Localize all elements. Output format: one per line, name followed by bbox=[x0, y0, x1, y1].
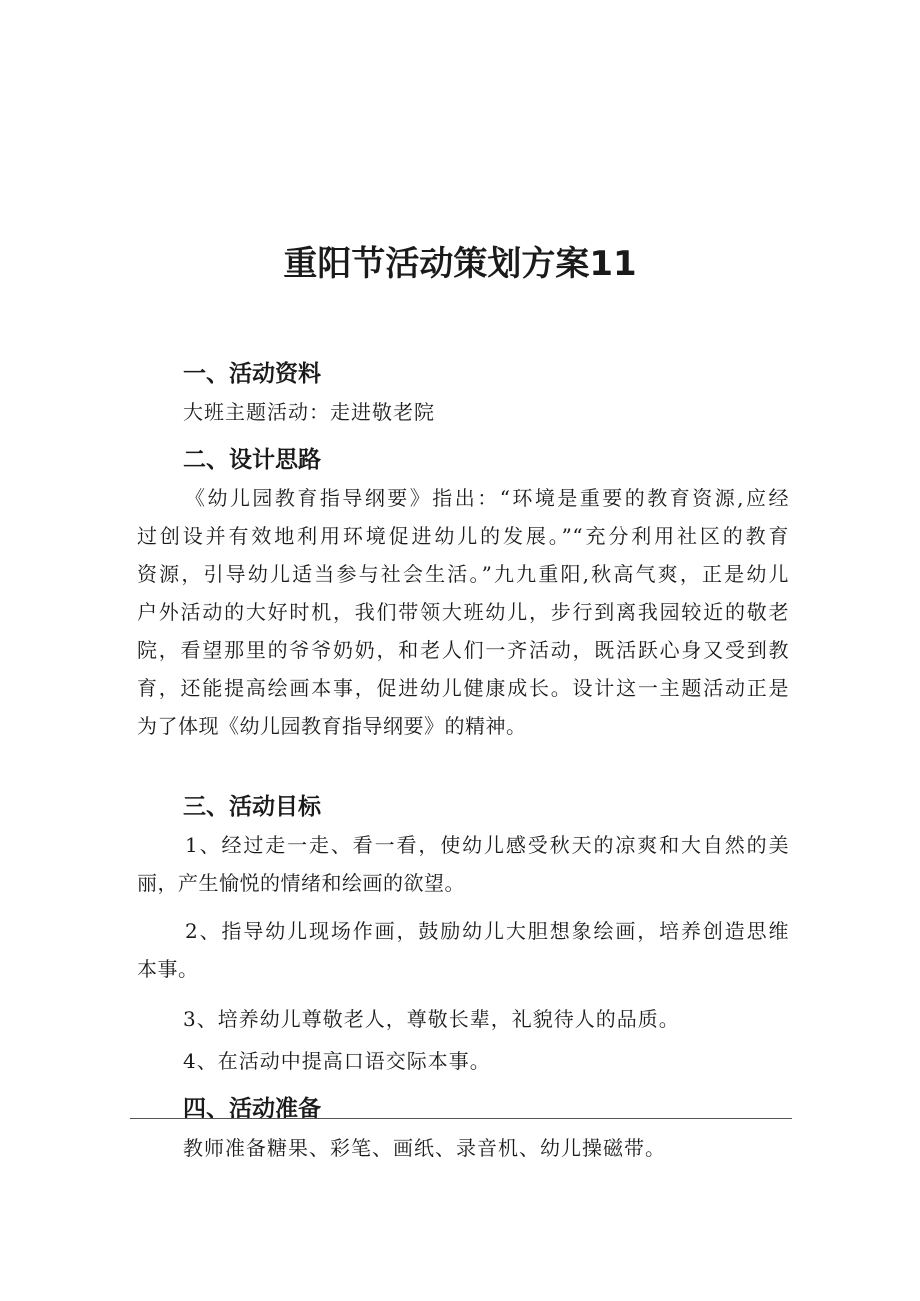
goal-item-2 bbox=[137, 916, 789, 992]
goal-item-4: 4、在活动中提高口语交际本事。 bbox=[183, 1049, 491, 1073]
section-heading-activity-content: 一、活动资料 bbox=[183, 361, 321, 387]
paragraph-line: 丽，产生愉悦的情绪和绘画的欲望。 bbox=[137, 871, 465, 895]
paragraph-line: 为了体现《幼儿园教育指导纲要》的精神。 bbox=[137, 714, 527, 738]
activity-content-text: 大班主题活动：走进敬老院 bbox=[183, 400, 435, 424]
design-idea-paragraph bbox=[137, 483, 789, 749]
goal-item-1 bbox=[137, 830, 789, 906]
activity-preparation-text: 教师准备糖果、彩笔、画纸、录音机、幼儿操磁带。 bbox=[183, 1136, 666, 1160]
paragraph-line: 育，还能提高绘画本事，促进幼儿健康成长。设计这一主题活动正是 bbox=[137, 676, 789, 700]
document-title: 重阳节活动策划方案11 bbox=[283, 244, 637, 284]
section-heading-activity-preparation: 四、活动准备 bbox=[183, 1096, 321, 1122]
paragraph-line: 资源，引导幼儿适当参与社会生活。”九九重阳,秋高气爽，正是幼儿 bbox=[137, 562, 789, 586]
horizontal-rule bbox=[130, 1118, 792, 1119]
paragraph-line: 院，看望那里的爷爷奶奶，和老人们一齐活动，既活跃心身又受到教 bbox=[137, 638, 789, 662]
paragraph-line: 过创设并有效地利用环境促进幼儿的发展。”“充分利用社区的教育 bbox=[137, 524, 789, 548]
paragraph-line: 户外活动的大好时机，我们带领大班幼儿，步行到离我园较近的敬老 bbox=[137, 600, 789, 624]
paragraph-line: 2、指导幼儿现场作画，鼓励幼儿大胆想象绘画，培养创造思维 bbox=[185, 919, 789, 943]
goal-item-3: 3、培养幼儿尊敬老人，尊敬长辈，礼貌待人的品质。 bbox=[183, 1007, 680, 1031]
paragraph-line: 《幼儿园教育指导纲要》指出：“环境是重要的教育资源,应经 bbox=[185, 486, 789, 510]
section-heading-design-idea: 二、设计思路 bbox=[183, 447, 321, 473]
paragraph-line: 1、经过走一走、看一看，使幼儿感受秋天的凉爽和大自然的美 bbox=[185, 833, 789, 857]
section-heading-activity-goals: 三、活动目标 bbox=[183, 794, 321, 820]
paragraph-line: 本事。 bbox=[137, 957, 199, 981]
